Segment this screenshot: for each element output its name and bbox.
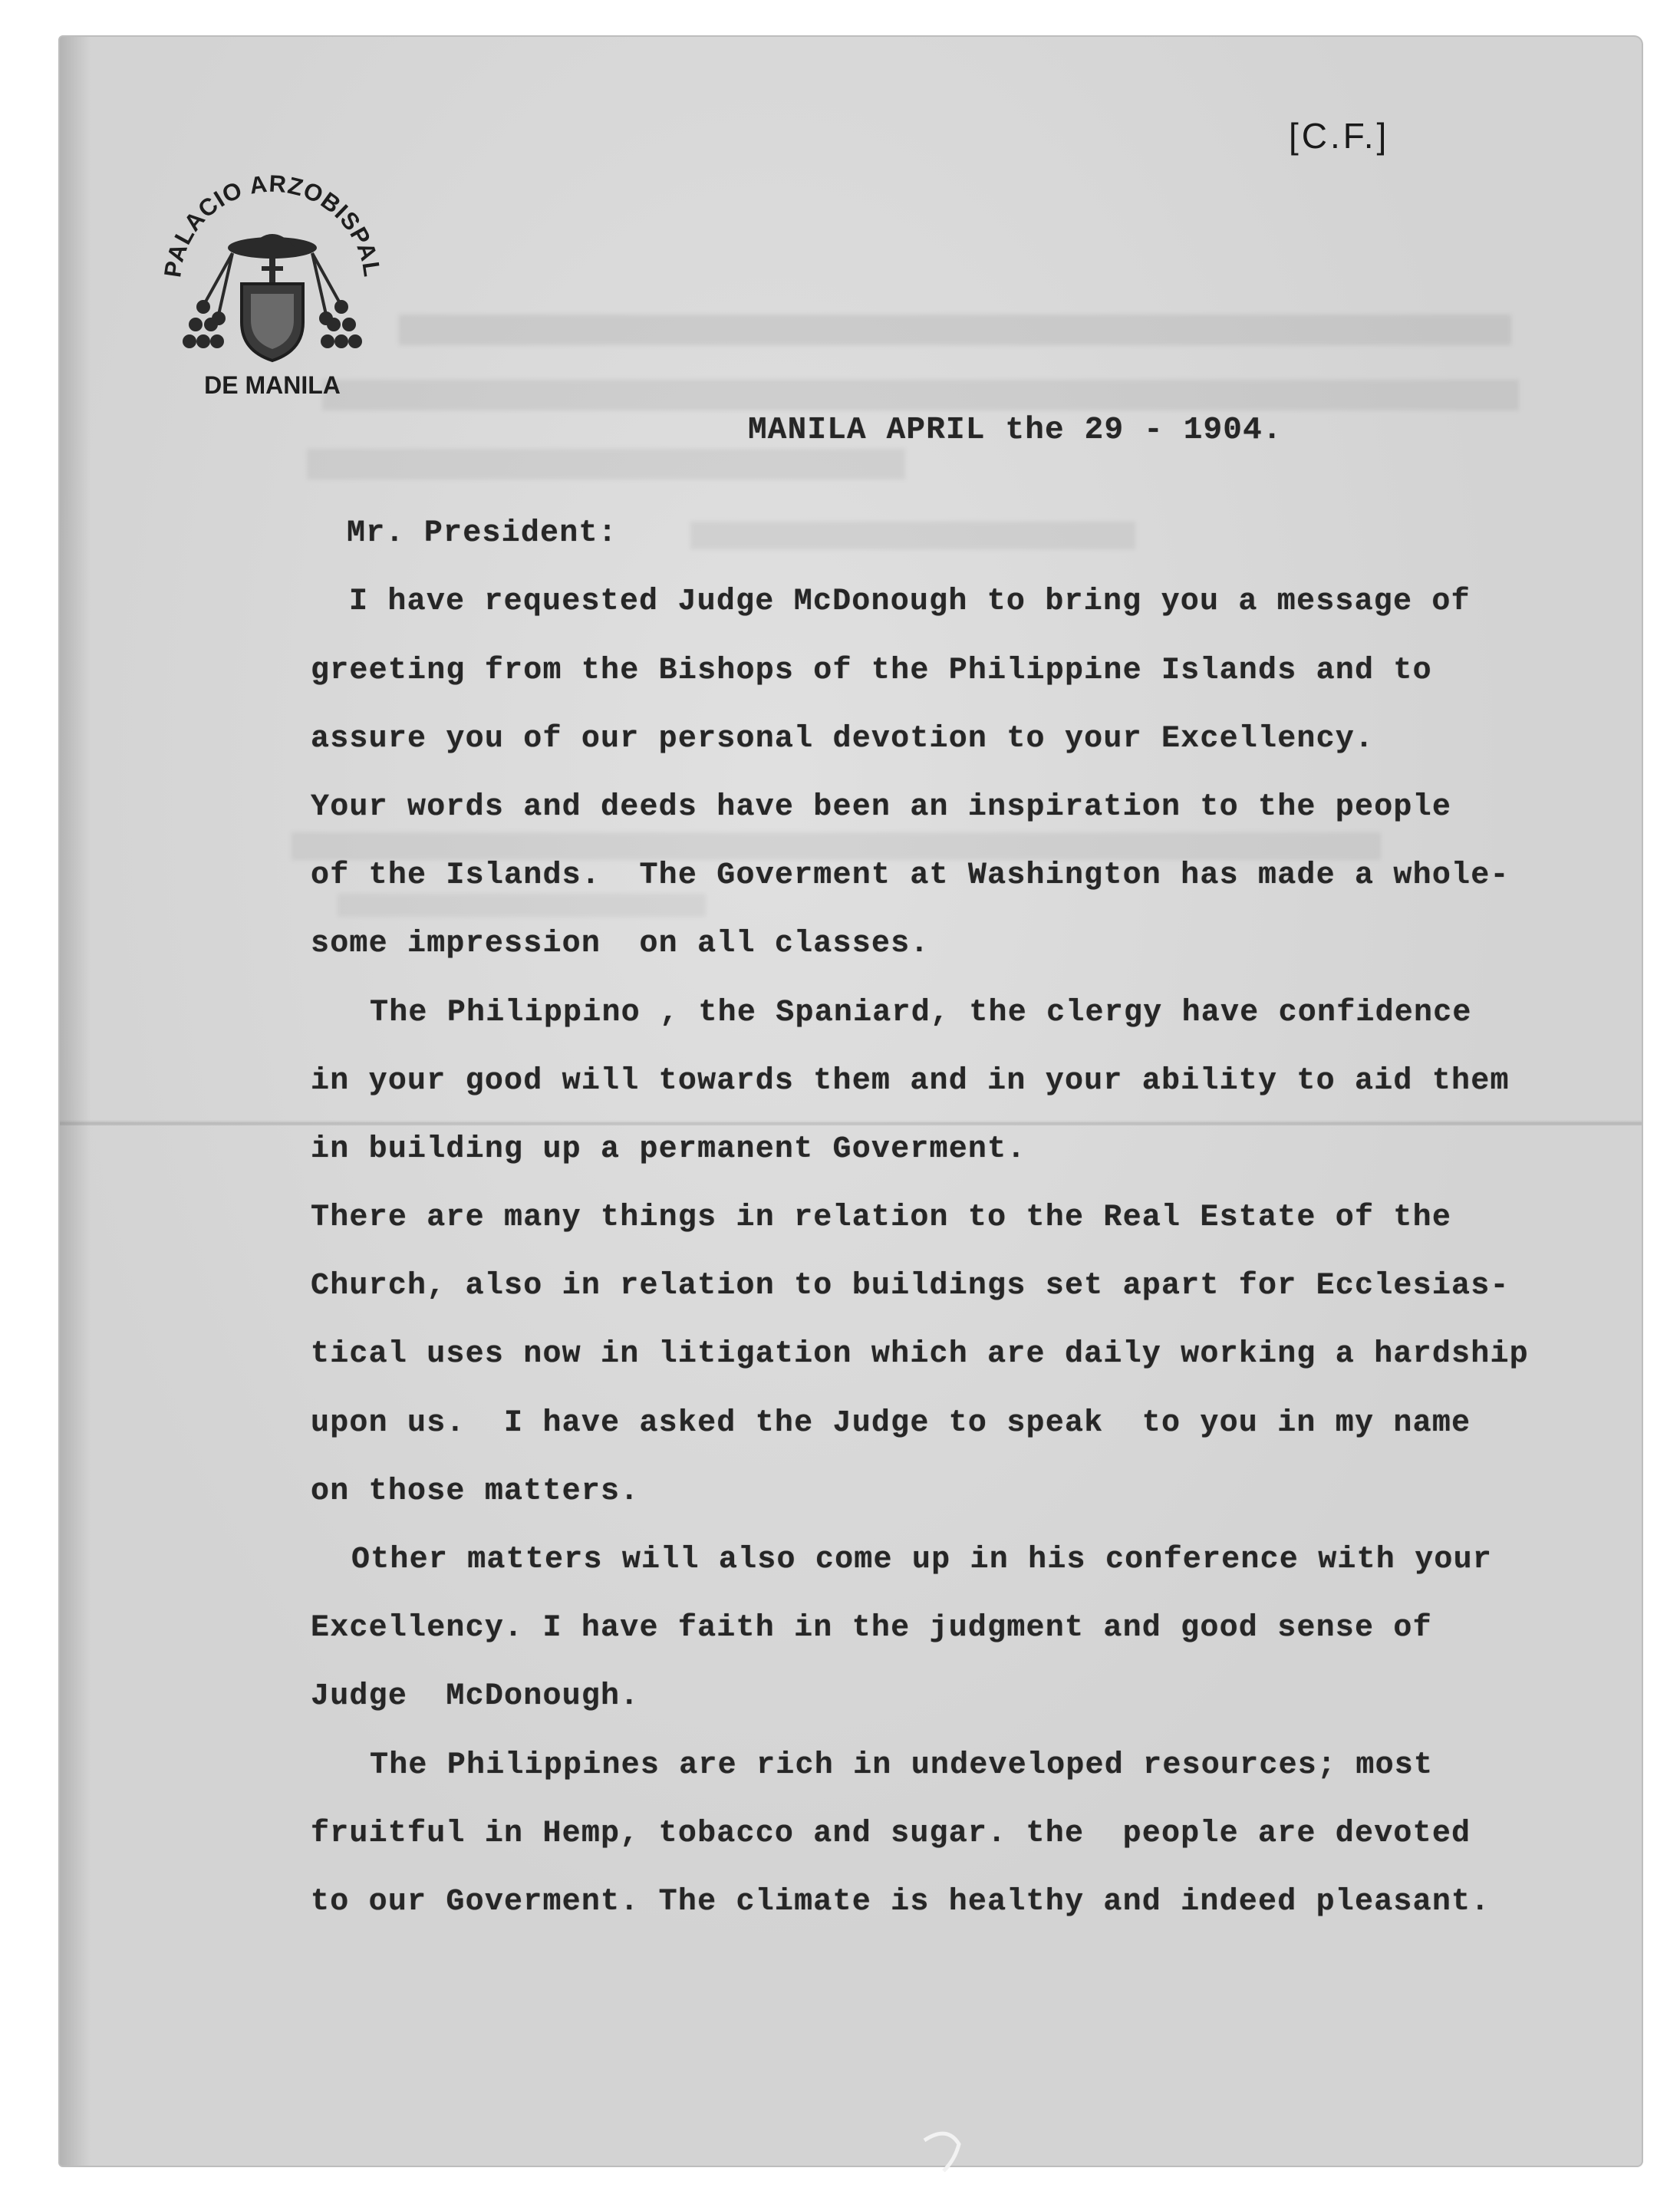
pencil-mark-icon (917, 2125, 978, 2194)
body-line: There are many things in relation to the Real Estate of the (311, 1201, 1452, 1235)
body-line: Your words and deeds have been an inspiration to the people (311, 790, 1452, 825)
body-line: tical uses now in litigation which are daily working a hardship (311, 1337, 1529, 1372)
body-line: to our Goverment. The climate is healthy and indeed pleasant. (311, 1885, 1491, 1919)
body-line: some impression on all classes. (311, 927, 930, 961)
dateline: MANILA APRIL the 29 - 1904. (748, 413, 1283, 448)
body-line: of the Islands. The Goverment at Washington has made a whole- (311, 858, 1510, 893)
seal-top-text: PALACIO ARZOBISPAL (159, 170, 386, 279)
body-line: in building up a permanent Goverment. (311, 1132, 1026, 1167)
body-line: Other matters will also come up in his conference with your (351, 1543, 1493, 1577)
body-line: fruitful in Hemp, tobacco and sugar. the people are devoted (311, 1817, 1471, 1851)
body-line: Excellency. I have faith in the judgment and good sense of (311, 1611, 1432, 1646)
body-line: The Philippino , the Spaniard, the clergy have confidence (370, 996, 1472, 1030)
body-line: on those matters. (311, 1474, 640, 1509)
body-line: upon us. I have asked the Judge to speak to you in my name (311, 1406, 1471, 1441)
body-line: The Philippines are rich in undeveloped resources; most (370, 1748, 1434, 1783)
salutation: Mr. President: (347, 516, 618, 551)
body-line: in your good will towards them and in your ability to aid them (311, 1064, 1510, 1099)
body-line: assure you of our personal devotion to your Excellency. (311, 722, 1375, 756)
body-line: greeting from the Bishops of the Philippine Islands and to (311, 654, 1432, 688)
archive-annotation: [C.F.] (1289, 116, 1390, 156)
body-line: Judge McDonough. (311, 1679, 640, 1714)
body-line: I have requested Judge McDonough to bring you a message of (349, 585, 1471, 619)
seal-bottom-text: DE MANILA (204, 371, 341, 399)
body-line: Church, also in relation to buildings set apart for Ecclesias- (311, 1269, 1510, 1303)
